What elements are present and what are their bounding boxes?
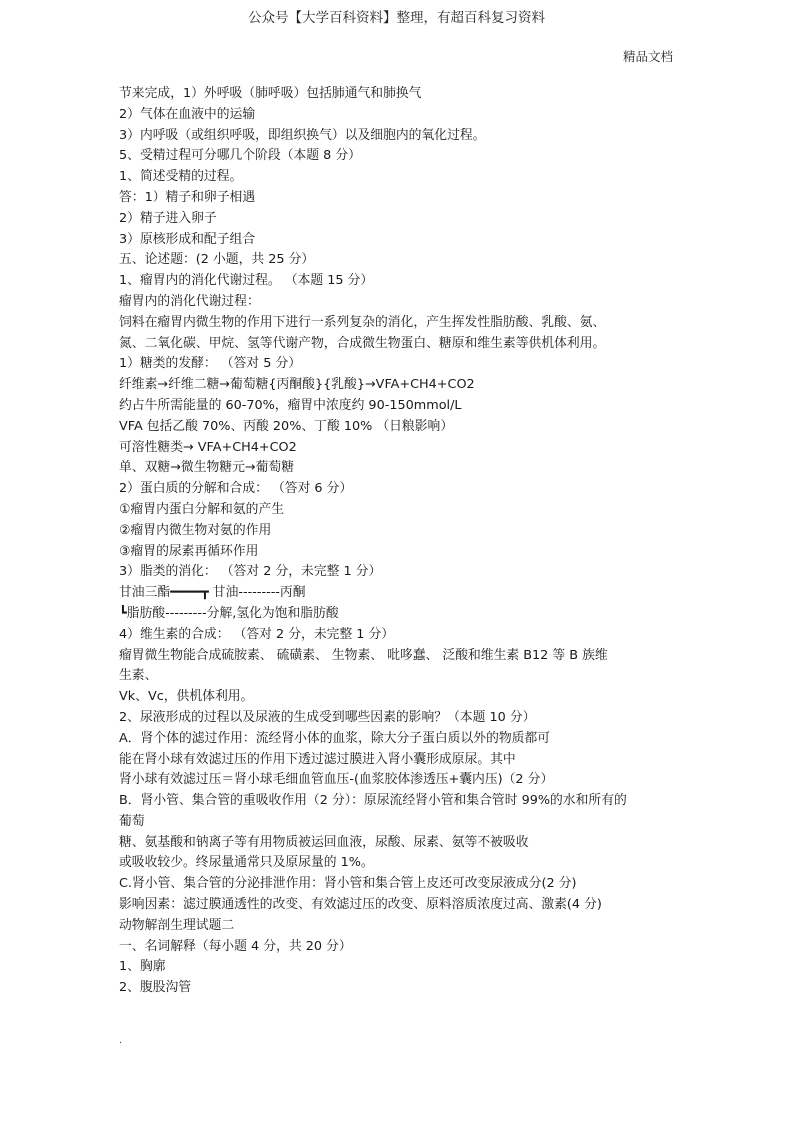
text-line: B．肾小管、集合管的重吸收作用（2 分）：原尿流经肾小管和集合管时 99%的水和所有的 xyxy=(119,793,627,809)
text-line: 氮、二氧化碳、甲烷、氢等代谢产物，合成微生物蛋白、糖原和维生素等供机体利用。 xyxy=(119,335,606,351)
section-heading: 一、名词解释（每小题 4 分，共 20 分） xyxy=(119,938,352,954)
text-line: 影响因素：滤过膜通透性的改变、有效滤过压的改变、原料溶质浓度过高、激素(4 分) xyxy=(119,897,602,913)
text-line: 甘油三酯━━━━┳ 甘油---------丙酮 xyxy=(119,585,306,601)
text-line: 肾小球有效滤过压＝肾小球毛细血管血压-(血浆胶体渗透压+囊内压)（2 分） xyxy=(119,772,554,788)
footer-mark: . xyxy=(119,1035,123,1046)
text-line: 1、简述受精的过程。 xyxy=(119,169,243,185)
text-line: VFA 包括乙酸 70%、丙酸 20%、丁酸 10% （日粮影响） xyxy=(119,418,454,434)
text-line: 答：1）精子和卵子相遇 xyxy=(119,189,256,205)
page-header-banner: 公众号【大学百科资料】整理，有超百科复习资料 xyxy=(248,10,545,26)
document-body xyxy=(119,84,679,999)
text-line: 1、胸廓 xyxy=(119,959,166,975)
text-line: 瘤胃内的消化代谢过程： xyxy=(119,293,260,309)
text-line: 1）糖类的发酵： （答对 5 分） xyxy=(119,356,302,372)
text-line: 3）内呼吸（或组织呼吸，即组织换气）以及细胞内的氧化过程。 xyxy=(119,127,486,143)
text-line: C.肾小管、集合管的分泌排泄作用：肾小管和集合管上皮还可改变尿液成分(2 分) xyxy=(119,876,577,892)
text-line: ③瘤胃的尿素再循环作用 xyxy=(119,543,259,559)
text-line: A．肾个体的滤过作用：流经肾小体的血浆，除大分子蛋白质以外的物质都可 xyxy=(119,730,551,746)
text-line: 2）蛋白质的分解和合成： （答对 6 分） xyxy=(119,481,353,497)
text-line: ┗脂肪酸---------分解,氢化为饱和脂肪酸 xyxy=(119,605,339,621)
text-line: 能在肾小球有效滤过压的作用下透过滤过膜进入肾小囊形成原尿。其中 xyxy=(119,751,516,767)
text-line: 2）气体在血液中的运输 xyxy=(119,106,256,122)
text-line: 或吸收较少。终尿量通常只及原尿量的 1%。 xyxy=(119,855,374,871)
question-heading: 1、瘤胃内的消化代谢过程。 （本题 15 分） xyxy=(119,273,374,289)
text-line: 3）脂类的消化： （答对 2 分，未完整 1 分） xyxy=(119,564,382,580)
text-line: Vk、Vc，供机体利用。 xyxy=(119,689,254,705)
text-line: 饲料在瘤胃内微生物的作用下进行一系列复杂的消化，产生挥发性脂肪酸、乳酸、氨、 xyxy=(119,314,606,330)
text-line: 单、双糖→微生物糖元→葡萄糖 xyxy=(119,460,295,476)
text-line: 2、腹股沟管 xyxy=(119,980,192,996)
text-line: 3）原核形成和配子组合 xyxy=(119,231,256,247)
text-line: ②瘤胃内微生物对氨的作用 xyxy=(119,522,272,538)
text-line: 2）精子进入卵子 xyxy=(119,210,217,226)
text-line: 节来完成，1）外呼吸（肺呼吸）包括肺通气和肺换气 xyxy=(119,86,422,101)
text-line: 纤维素→纤维二糖→葡萄糖{丙酮酸}{乳酸}→VFA+CH4+CO2 xyxy=(119,377,475,393)
document-label: 精品文档 xyxy=(622,49,673,64)
text-line: 糖、氨基酸和钠离子等有用物质被运回血液，尿酸、尿素、氨等不被吸收 xyxy=(119,834,529,850)
text-line: 生素、 xyxy=(119,668,158,684)
text-line: 葡萄 xyxy=(119,813,145,829)
text-line: 约占牛所需能量的 60-70%，瘤胃中浓度约 90-150mmol/L xyxy=(119,397,462,413)
text-line: 瘤胃微生物能合成硫胺素、 硫磺素、 生物素、 吡哆蠢、 泛酸和维生素 B12 等 B 族维 xyxy=(119,647,608,663)
section-heading: 五、论述题：(2 小题，共 25 分） xyxy=(119,252,315,268)
question-heading: 2、尿液形成的过程以及尿液的生成受到哪些因素的影响？（本题 10 分） xyxy=(119,709,536,725)
text-line: 可溶性糖类→ VFA+CH4+CO2 xyxy=(119,439,297,455)
text-line: ①瘤胃内蛋白分解和氨的产生 xyxy=(119,501,285,517)
exam-title: 动物解剖生理试题二 xyxy=(119,917,235,933)
text-line: 4）维生素的合成： （答对 2 分，未完整 1 分） xyxy=(119,626,395,642)
question-heading: 5、受精过程可分哪几个阶段（本题 8 分） xyxy=(119,148,361,164)
